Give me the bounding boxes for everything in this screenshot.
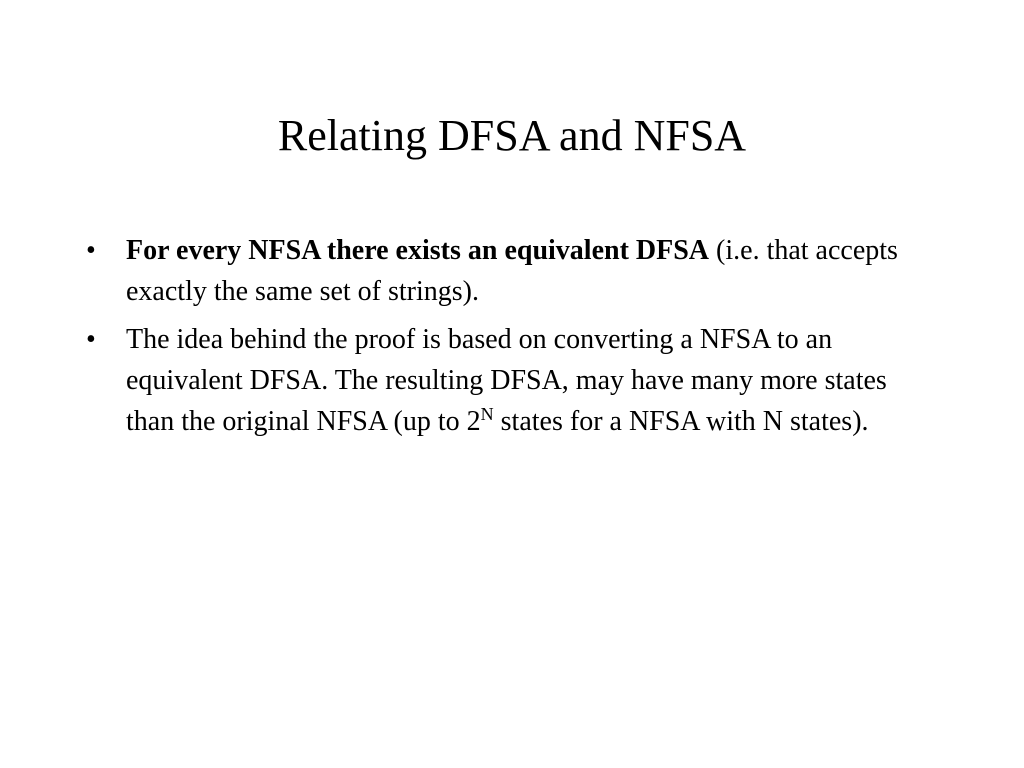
slide-title: Relating DFSA and NFSA	[277, 111, 747, 160]
bullet-text: The idea behind the proof is based on converting a NFSA to an equivalent DFSA. The resulting DFSA, may have many more states than the original NFSA (up to 2	[126, 324, 887, 437]
bullet-bold-statement: For every NFSA there exists an equivalent DFSA	[126, 235, 710, 266]
bullet-icon: •	[86, 324, 96, 355]
bullet-text-continued: states for a NFSA with N states).	[493, 406, 869, 437]
bullet-item-proof-idea	[86, 319, 926, 442]
exponent-superscript: N	[480, 404, 494, 424]
bullet-item-equivalence	[86, 230, 926, 312]
bullet-text: (i.e. that accepts exactly the same set of strings).	[126, 235, 898, 307]
bullet-list	[86, 230, 926, 449]
bullet-icon: •	[86, 235, 96, 266]
